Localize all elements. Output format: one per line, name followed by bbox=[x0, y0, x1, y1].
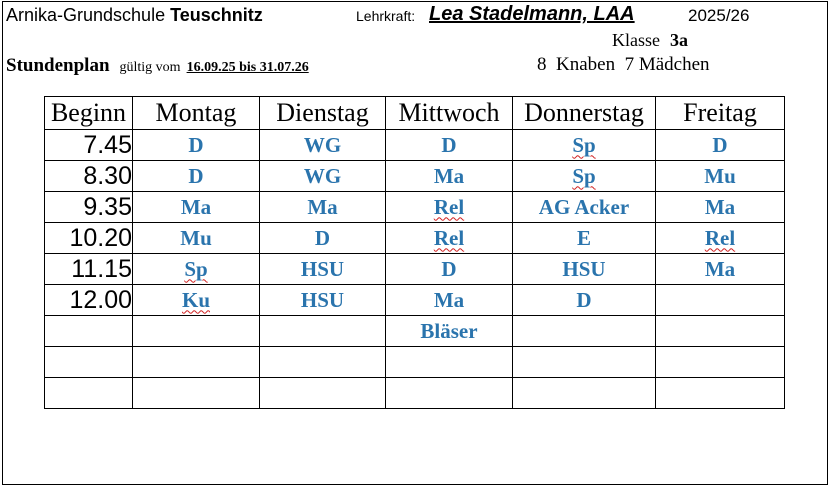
subject-cell bbox=[656, 192, 785, 223]
table-row bbox=[45, 378, 785, 409]
subject-cell bbox=[133, 378, 260, 409]
subject-cell bbox=[513, 130, 656, 161]
teacher-name: Lea Stadelmann, LAA bbox=[429, 3, 635, 25]
subject-cell bbox=[133, 223, 260, 254]
subject-cell bbox=[260, 192, 386, 223]
subject-label: Ma bbox=[704, 194, 736, 219]
start-time-cell bbox=[45, 347, 133, 378]
subject-cell bbox=[656, 378, 785, 409]
subject-label: HSU bbox=[300, 256, 345, 281]
subject-label: Ku bbox=[181, 287, 210, 312]
plan-title-line bbox=[6, 55, 309, 77]
subject-label: Sp bbox=[572, 163, 596, 188]
subject-label: D bbox=[576, 287, 592, 312]
subject-label: Ma bbox=[433, 163, 465, 188]
table-row bbox=[45, 347, 785, 378]
subject-label: Ma bbox=[307, 194, 338, 219]
table-row bbox=[45, 130, 785, 161]
subject-cell bbox=[133, 161, 260, 192]
teacher-label: Lehrkraft: bbox=[356, 8, 416, 24]
table-row bbox=[45, 161, 785, 192]
col-header-freitag: Freitag bbox=[656, 97, 785, 130]
start-time-cell: 9.35 bbox=[45, 192, 133, 223]
subject-cell bbox=[513, 161, 656, 192]
subject-cell bbox=[513, 254, 656, 285]
subject-cell bbox=[513, 316, 656, 347]
subject-cell bbox=[386, 223, 513, 254]
subject-label: Mu bbox=[180, 225, 212, 250]
subject-label: HSU bbox=[300, 287, 345, 312]
valid-dates: 16.09.25 bis 31.07.26 bbox=[186, 60, 309, 75]
subject-cell bbox=[133, 316, 260, 347]
col-header-dienstag: Dienstag bbox=[260, 97, 386, 130]
subject-cell bbox=[386, 161, 513, 192]
subject-label: Rel bbox=[433, 225, 465, 250]
school-town: Teuschnitz bbox=[170, 5, 263, 25]
subject-cell bbox=[260, 223, 386, 254]
class-label: Klasse bbox=[612, 30, 660, 50]
pupil-count: 8 Knaben 7 Mädchen bbox=[537, 54, 710, 75]
subject-cell bbox=[260, 347, 386, 378]
subject-label: Sp bbox=[572, 132, 596, 157]
timetable-header-row bbox=[45, 97, 785, 130]
start-time-cell bbox=[45, 316, 133, 347]
subject-cell bbox=[513, 192, 656, 223]
timetable bbox=[44, 96, 785, 409]
subject-cell bbox=[260, 130, 386, 161]
subject-cell bbox=[386, 192, 513, 223]
start-time-cell: 7.45 bbox=[45, 130, 133, 161]
subject-cell bbox=[513, 223, 656, 254]
school-name bbox=[6, 5, 263, 26]
subject-cell bbox=[133, 192, 260, 223]
class-info bbox=[612, 30, 688, 51]
subject-cell bbox=[656, 223, 785, 254]
subject-label: Bläser bbox=[420, 318, 478, 343]
subject-label: WG bbox=[303, 132, 342, 157]
subject-cell bbox=[260, 254, 386, 285]
subject-label: Ma bbox=[180, 194, 212, 219]
subject-cell bbox=[513, 285, 656, 316]
subject-label: Rel bbox=[433, 194, 465, 219]
subject-label: HSU bbox=[562, 256, 606, 281]
table-row bbox=[45, 285, 785, 316]
col-header-mittwoch: Mittwoch bbox=[386, 97, 513, 130]
valid-label: gültig vom bbox=[119, 60, 181, 75]
subject-cell bbox=[133, 254, 260, 285]
subject-cell bbox=[133, 347, 260, 378]
plan-title: Stundenplan bbox=[6, 55, 110, 76]
start-time-cell: 12.00 bbox=[45, 285, 133, 316]
subject-cell bbox=[656, 285, 785, 316]
subject-cell bbox=[513, 347, 656, 378]
subject-label: AG Acker bbox=[538, 194, 630, 219]
table-row bbox=[45, 192, 785, 223]
start-time-cell bbox=[45, 378, 133, 409]
subject-cell bbox=[386, 285, 513, 316]
subject-label: Rel bbox=[704, 225, 736, 250]
table-row bbox=[45, 316, 785, 347]
subject-cell bbox=[656, 130, 785, 161]
start-time-cell: 11.15 bbox=[45, 254, 133, 285]
subject-cell bbox=[260, 285, 386, 316]
subject-cell bbox=[133, 285, 260, 316]
school-year: 2025/26 bbox=[688, 6, 750, 25]
subject-label: Ma bbox=[433, 287, 465, 312]
subject-label: D bbox=[314, 225, 331, 250]
subject-label: D bbox=[188, 132, 204, 157]
subject-label: Sp bbox=[184, 256, 208, 281]
subject-cell bbox=[386, 378, 513, 409]
table-row bbox=[45, 254, 785, 285]
start-time-cell: 10.20 bbox=[45, 223, 133, 254]
table-row bbox=[45, 223, 785, 254]
subject-label: D bbox=[441, 256, 457, 281]
subject-cell bbox=[386, 347, 513, 378]
subject-label: Mu bbox=[704, 163, 736, 188]
school-prefix: Arnika-Grundschule bbox=[6, 5, 166, 25]
subject-label: D bbox=[441, 132, 457, 157]
col-header-beginn: Beginn bbox=[45, 97, 133, 130]
subject-label: E bbox=[576, 225, 591, 250]
subject-label: Ma bbox=[704, 256, 736, 281]
col-header-montag: Montag bbox=[133, 97, 260, 130]
class-value: 3a bbox=[670, 30, 688, 50]
subject-cell bbox=[386, 130, 513, 161]
subject-cell bbox=[513, 378, 656, 409]
subject-cell bbox=[656, 316, 785, 347]
col-header-donnerstag: Donnerstag bbox=[513, 97, 656, 130]
subject-cell bbox=[260, 161, 386, 192]
subject-label: WG bbox=[303, 163, 342, 188]
subject-cell bbox=[386, 254, 513, 285]
subject-cell bbox=[133, 130, 260, 161]
start-time-cell: 8.30 bbox=[45, 161, 133, 192]
subject-cell bbox=[656, 347, 785, 378]
subject-cell bbox=[656, 161, 785, 192]
subject-label: D bbox=[188, 163, 204, 188]
subject-cell bbox=[260, 378, 386, 409]
subject-label: D bbox=[712, 132, 728, 157]
subject-cell bbox=[260, 316, 386, 347]
subject-cell bbox=[386, 316, 513, 347]
subject-cell bbox=[656, 254, 785, 285]
